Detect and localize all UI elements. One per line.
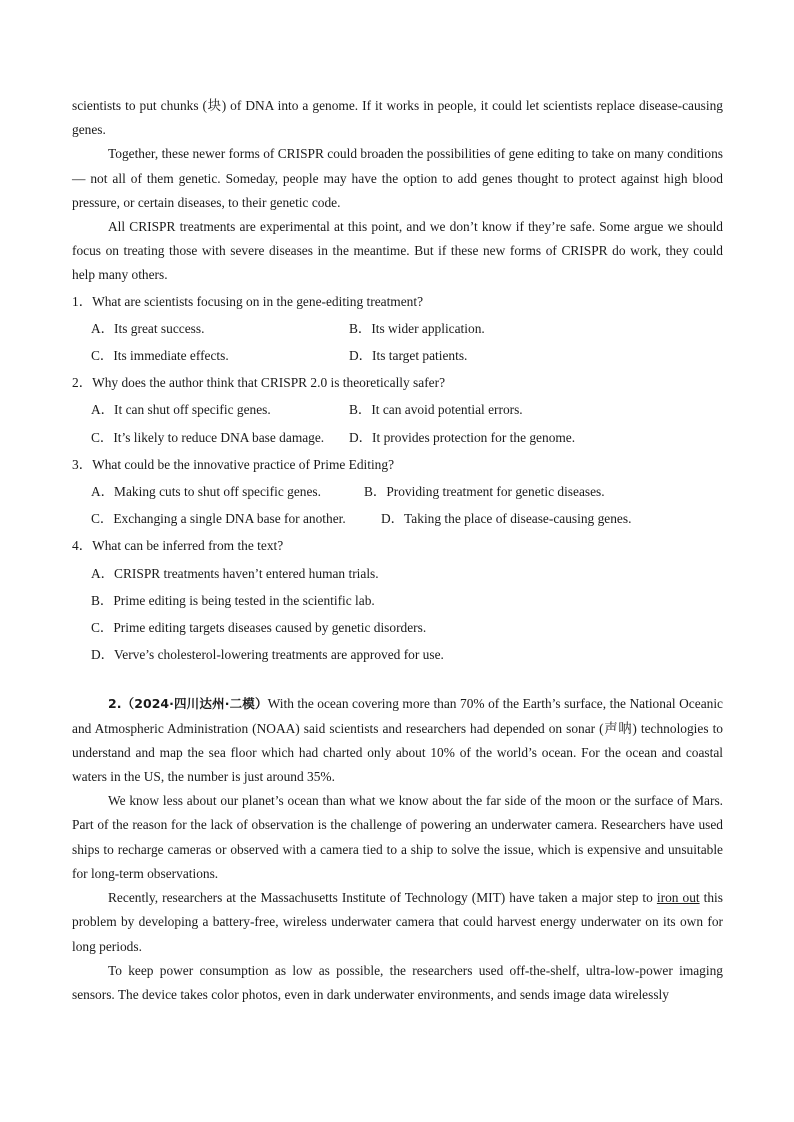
option-a: A．Its great success.: [91, 320, 205, 336]
option-d: D．It provides protection for the genome.: [349, 429, 576, 445]
passage2-paragraph-4: To keep power consumption as low as possible, the researchers used off-the-shelf, ultra-low-power imaging sensors. The device takes color photos, even in dark underwater environments, and sends image data wirelessly: [72, 962, 723, 1002]
passage2-paragraph-3-start: Recently, researchers at the Massachusetts Institute of Technology (MIT) have taken a major step to: [108, 890, 657, 906]
option-c: C．It’s likely to reduce DNA base damage.: [91, 429, 325, 445]
option-c: C．Prime editing targets diseases caused by genetic disorders.: [91, 620, 427, 636]
option-c: C．Its immediate effects.: [91, 348, 229, 364]
passage2-paragraph-2: We know less about our planet’s ocean than what we know about the far side of the moon or the surface of Mars. Part of the reason for the lack of observation is the challenge of powering an underwater camera. Researchers have used ships to recharge cameras or observed with a camera tied to a ship to solve the issue, which is expensive and unsuitable for long-term observations.: [72, 793, 723, 881]
option-b: B．Its wider application.: [349, 320, 485, 336]
passage2-paragraph-3: [72, 886, 723, 959]
option-c: C．Exchanging a single DNA base for another.: [91, 511, 346, 527]
question-stem: 1．What are scientists focusing on in the gene-editing treatment?: [72, 293, 424, 309]
passage1-paragraph-2: Together, these newer forms of CRISPR could broaden the possibilities of gene editing to take on many conditions — not all of them genetic. Someday, people may have the option to add genes thought to protect against high blood pressure, or certain diseases, to their genetic code.: [72, 146, 723, 210]
document-page: [72, 94, 723, 1007]
passage2-paragraph-1: [72, 692, 723, 789]
question-4: [72, 532, 723, 668]
option-b: B．Prime editing is being tested in the scientific lab.: [91, 592, 375, 608]
option-d: D．Taking the place of disease-causing genes.: [381, 511, 632, 527]
question-stem: 4．What can be inferred from the text?: [72, 538, 284, 554]
option-a: A．It can shut off specific genes.: [91, 402, 271, 418]
question-stem: 2．Why does the author think that CRISPR 2.0 is theoretically safer?: [72, 375, 446, 391]
question-stem: 3．What could be the innovative practice of Prime Editing?: [72, 456, 395, 472]
underlined-phrase: iron out: [656, 890, 700, 906]
option-a: A．CRISPR treatments haven’t entered human trials.: [91, 565, 379, 581]
passage-2: [72, 692, 723, 1007]
option-d: D．Its target patients.: [349, 348, 468, 364]
passage2-paragraph-1-text: With the ocean covering more than 70% of the Earth’s surface, the National Oceanic and Atmospheric Administration (NOAA) said scientists and researchers had depended on sonar (声呐) technologies to understand and map the sea floor which had charted only about 10% of the world’s ocean. For the ocean and coastal waters in the US, the number is just around 35%.: [72, 696, 723, 785]
option-a: A．Making cuts to shut off specific genes.: [91, 484, 321, 500]
option-d: D．Verve’s cholesterol-lowering treatments are approved for use.: [91, 647, 444, 663]
question-3: [72, 451, 723, 533]
passage2-paragraph-3-end: this problem by developing a battery-free, wireless underwater camera that could harvest energy underwater on its own for long periods.: [72, 890, 723, 954]
passage1-paragraph-3: All CRISPR treatments are experimental at this point, and we don’t know if they’re safe. Some argue we should focus on treating those with severe diseases in the meantime. But if these new forms of CRISPR do work, they could help many others.: [72, 219, 723, 283]
passage1-paragraph-1: scientists to put chunks (块) of DNA into a genome. If it works in people, it could let scientists replace disease-causing genes.: [72, 98, 723, 138]
question-2: [72, 369, 723, 451]
option-b: B．It can avoid potential errors.: [349, 402, 523, 418]
question-1: [72, 288, 723, 370]
passage2-source-label: 2.（2024·四川达州·二模）: [108, 696, 268, 712]
option-b: B．Providing treatment for genetic diseases.: [364, 484, 605, 500]
